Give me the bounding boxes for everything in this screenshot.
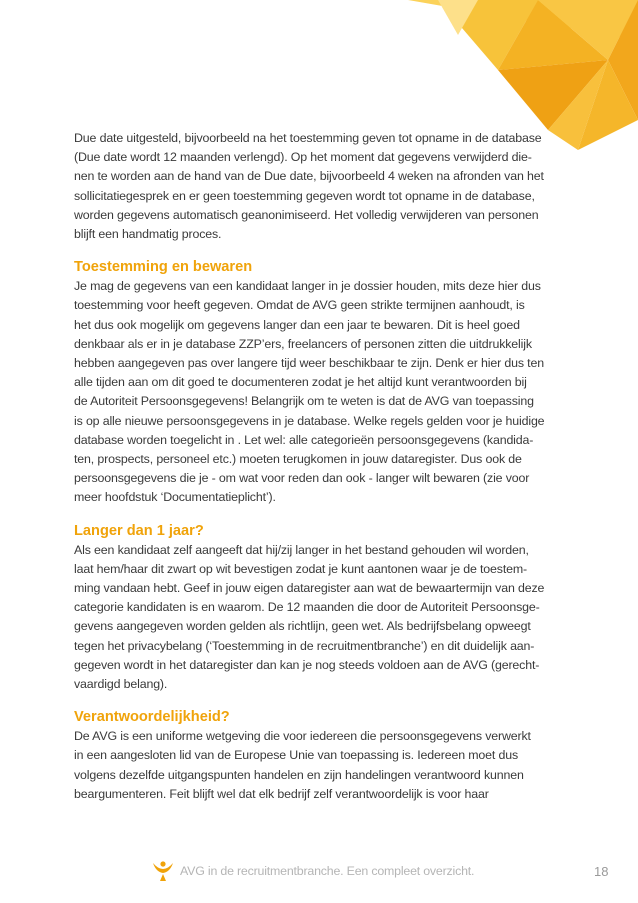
brand-mark-icon: [150, 860, 176, 882]
section-heading-verantwoordelijkheid: Verantwoordelijkheid?: [74, 709, 230, 726]
page-number: 18: [594, 864, 609, 879]
page-content: [74, 129, 562, 804]
section-body-verantwoordelijkheid: De AVG is een uniforme wetgeving die voor iedereen die persoonsgegevens verwerkt in een aangesloten lid van de Europese Unie van toepassing is. Iedereen moet dus volgens dezelfde uitgangspunten handelen en zijn handelingen verantwoord kunnen beargumenteren. Feit blijft wel dat elk bedrijf zelf verantwoordelijk is voor haar: [74, 729, 531, 801]
decorative-triangles: [348, 0, 638, 150]
intro-paragraph: Due date uitgesteld, bijvoorbeeld na het toestemming geven tot opname in de database (Due date wordt 12 maanden verlengd). Op het moment dat gegevens verwijderd die- nen te worden aan de hand van de Due date, bijvoorbeeld 4 weken na afronden van het sollicitatiegesprek en er geen toestemming gegeven wordt tot opname in de database, worden gegevens automatisch geanonimiseerd. Het volledig verwijderen van personen blijft een handmatig proces.: [74, 131, 544, 242]
section-body-langer: Als een kandidaat zelf aangeeft dat hij/zij langer in het bestand gehouden wil worden, laat hem/haar dit zwart op wit bevestigen zodat je kunt aantonen waar je de toestem- ming vandaan hebt. Geef in jouw eigen dataregister aan wat de bewaartermijn van deze categorie kandidaten is en waarom. De 12 maanden die door de Autoriteit Persoonsge- gevens aangegeven worden gelden als richtlijn, geen wet. Als bedrijfsbelang opweegt tegen het privacybelang (‘Toestemming in de recruitmentbranche’) en dit duidelijk aan- gegeven wordt in het dataregister dan kan je nog steeds voldoen aan de AVG (gerecht- vaardigd belang).: [74, 542, 545, 692]
section-heading-toestemming: Toestemming en bewaren: [74, 259, 253, 276]
section-body-toestemming: Je mag de gegevens van een kandidaat langer in je dossier houden, mits deze hier dus toestemming voor heeft gegeven. Omdat de AVG geen strikte termijnen aanhoudt, is het dus ook mogelijk om gegevens langer dan een jaar te bewaren. Dit is heel goed denkbaar als er in je database ZZP’ers, freelancers of personen zitten die uitdrukkelijk hebben aangegeven pas over langere tijd weer beschikbaar te zijn. Denk er hier dus ten alle tijden aan om dit goed te documenteren zodat je het altijd kunt verantwoorden bij de Autoriteit Persoonsgegevens! Belangrijk om te weten is dat de AVG van toepassing is op alle nieuwe persoonsgegevens in je database. Welke regels gelden voor je huidige database worden toegelicht in . Let wel: alle categorieën persoonsgegevens (kandida- ten, prospects, personeel etc.) moeten terugkomen in jouw dataregister. Dus ook de persoonsgegevens die je - om wat voor reden dan ook - langer wilt bewaren (zie voor meer hoofdstuk ‘Documentatieplicht’).: [74, 279, 545, 505]
page-footer: [0, 858, 638, 888]
footer-title: AVG in de recruitmentbranche. Een compleet overzicht.: [180, 864, 475, 878]
section-heading-langer: Langer dan 1 jaar?: [74, 522, 204, 539]
